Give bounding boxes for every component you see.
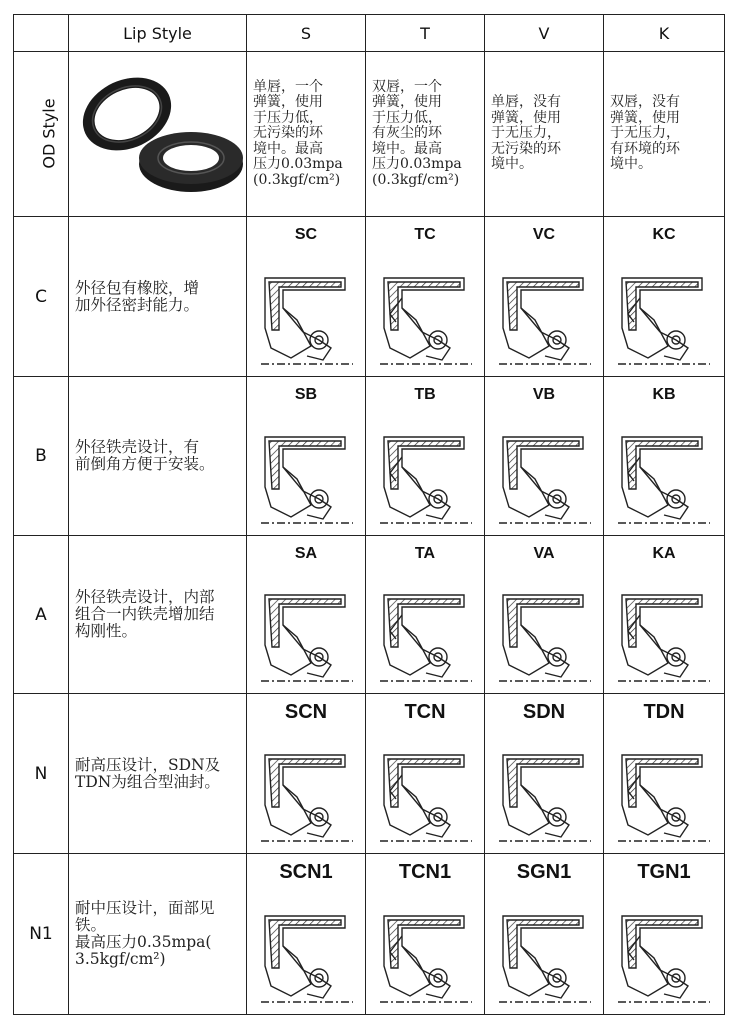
row-b [14,377,725,536]
seal-cross-section-drawing [614,427,714,529]
row-description: 外径铁壳设计，内部 组合一内铁壳增加结 构刚性。 [69,536,247,694]
seal-cell-tb [366,377,485,536]
row-label-cell [14,854,69,1015]
row-label: C [35,286,47,307]
seal-cell-tcn [366,694,485,854]
seal-cell-tc [366,217,485,377]
seal-code-label: SB [294,385,318,403]
od-style-label-cell [14,52,69,217]
seal-cell-box [604,855,724,1014]
seal-cross-section-drawing [257,745,357,847]
seal-cross-section-drawing [376,427,476,529]
seal-code-label: TC [414,225,436,243]
seal-code-label: TDN [643,700,685,723]
seal-cell-box [366,695,484,853]
seal-code-label: TGN1 [637,860,691,883]
od-style-row [14,52,725,217]
header-row [14,15,725,52]
seal-cell-va [485,536,604,694]
seal-code-label: SCN1 [279,860,333,883]
row-c [14,217,725,377]
seal-cross-section-drawing [495,268,595,370]
seal-code-label: KB [652,385,676,403]
row-description: 外径包有橡胶，增 加外径密封能力。 [69,217,247,377]
seal-cell-tdn [604,694,725,854]
lip-style-header: Lip Style [69,15,247,52]
seal-cell-box [485,855,603,1014]
seal-code-label: SDN [522,700,566,723]
seal-code-label: TCN [404,700,446,723]
seal-cross-section-drawing [376,268,476,370]
seal-cross-section-drawing [376,906,476,1008]
od-desc-k: 双唇，没有 弹簧，使用 于无压力， 有环境的环 境中。 [604,52,725,217]
seal-cell-kc [604,217,725,377]
seal-cell-sb [247,377,366,536]
row-label: B [35,446,47,466]
seal-cross-section-drawing [257,268,357,370]
oil-seal-table [13,14,725,1015]
seal-cross-section-drawing [614,268,714,370]
row-label: A [35,604,47,625]
seal-code-label: KC [652,225,676,243]
col-header-k: K [604,15,725,52]
row-a [14,536,725,694]
row-label: N1 [29,924,53,944]
row-label-cell [14,536,69,694]
seal-cross-section-drawing [376,585,476,687]
seal-cell-box [485,378,603,535]
seal-cell-sa [247,536,366,694]
row-description: 外径铁壳设计，有 前倒角方便于安装。 [69,377,247,536]
seal-cell-box [604,218,724,376]
row-description: 耐高压设计，SDN及 TDN为组合型油封。 [69,694,247,854]
seal-cross-section-drawing [614,745,714,847]
row-n [14,694,725,854]
seal-cell-vc [485,217,604,377]
row-label-cell [14,377,69,536]
seal-cross-section-drawing [257,585,357,687]
seal-cross-section-drawing [495,427,595,529]
seal-code-label: TA [414,544,436,562]
seal-cell-box [485,537,603,693]
seal-cell-box [604,378,724,535]
od-desc-s: 单唇，一个 弹簧，使用 于压力低， 无污染的环 境中。最高 压力0.03mpa (0.3kgf/cm²) [247,52,366,217]
seal-cross-section-drawing [495,585,595,687]
seal-cell-box [366,855,484,1014]
row-description: 耐中压设计，面部见 铁。 最高压力0.35mpa( 3.5kgf/cm²) [69,854,247,1015]
seal-cell-ka [604,536,725,694]
seal-cross-section-drawing [614,906,714,1008]
seal-cell-box [485,695,603,853]
seal-code-label: VC [532,225,556,243]
col-header-t: T [366,15,485,52]
row-label-cell [14,217,69,377]
seal-code-label: VB [532,385,556,403]
col-header-s: S [247,15,366,52]
seal-cross-section-drawing [495,906,595,1008]
seal-cross-section-drawing [495,745,595,847]
seal-cell-box [247,218,365,376]
seal-cross-section-drawing [614,585,714,687]
corner-cell [14,15,69,52]
seal-code-label: KA [652,544,676,562]
seal-cell-box [366,218,484,376]
seal-cell-kb [604,377,725,536]
col-header-v: V [485,15,604,52]
seal-cell-ta [366,536,485,694]
seal-cell-sgn1 [485,854,604,1015]
seal-photo-cell [69,52,247,217]
row-n1 [14,854,725,1015]
seal-cell-sdn [485,694,604,854]
seal-code-label: VA [533,544,555,562]
seal-cell-box [247,537,365,693]
seal-cell-box [485,218,603,376]
seal-cell-box [247,378,365,535]
seal-cell-box [604,695,724,853]
seal-code-label: SA [294,544,318,562]
row-label: N [34,763,48,784]
seal-code-label: SC [294,225,318,243]
seal-cell-box [247,695,365,853]
od-desc-v: 单唇，没有 弹簧，使用 于无压力， 无污染的环 境中。 [485,52,604,217]
seal-cell-box [604,537,724,693]
seal-cell-scn [247,694,366,854]
seal-cell-vb [485,377,604,536]
seal-code-label: TCN1 [398,860,452,883]
seal-cell-box [366,378,484,535]
seal-cell-box [366,537,484,693]
data-rows [14,217,725,1015]
seal-cell-box [247,855,365,1014]
seal-code-label: SCN [284,700,328,723]
seal-code-label: TB [414,385,436,403]
seal-cell-sc [247,217,366,377]
seal-cross-section-drawing [257,427,357,529]
row-label-cell [14,694,69,854]
seal-cell-tcn1 [366,854,485,1015]
seal-cell-tgn1 [604,854,725,1015]
od-desc-t: 双唇，一个 弹簧，使用 于压力低， 有灰尘的环 境中。最高 压力0.03mpa (0.3kgf/cm²) [366,52,485,217]
seal-cross-section-drawing [376,745,476,847]
seal-cross-section-drawing [257,906,357,1008]
od-style-label: OD Style [39,98,59,169]
seal-code-label: SGN1 [516,860,572,883]
oil-seal-photo [69,52,245,212]
seal-cell-scn1 [247,854,366,1015]
